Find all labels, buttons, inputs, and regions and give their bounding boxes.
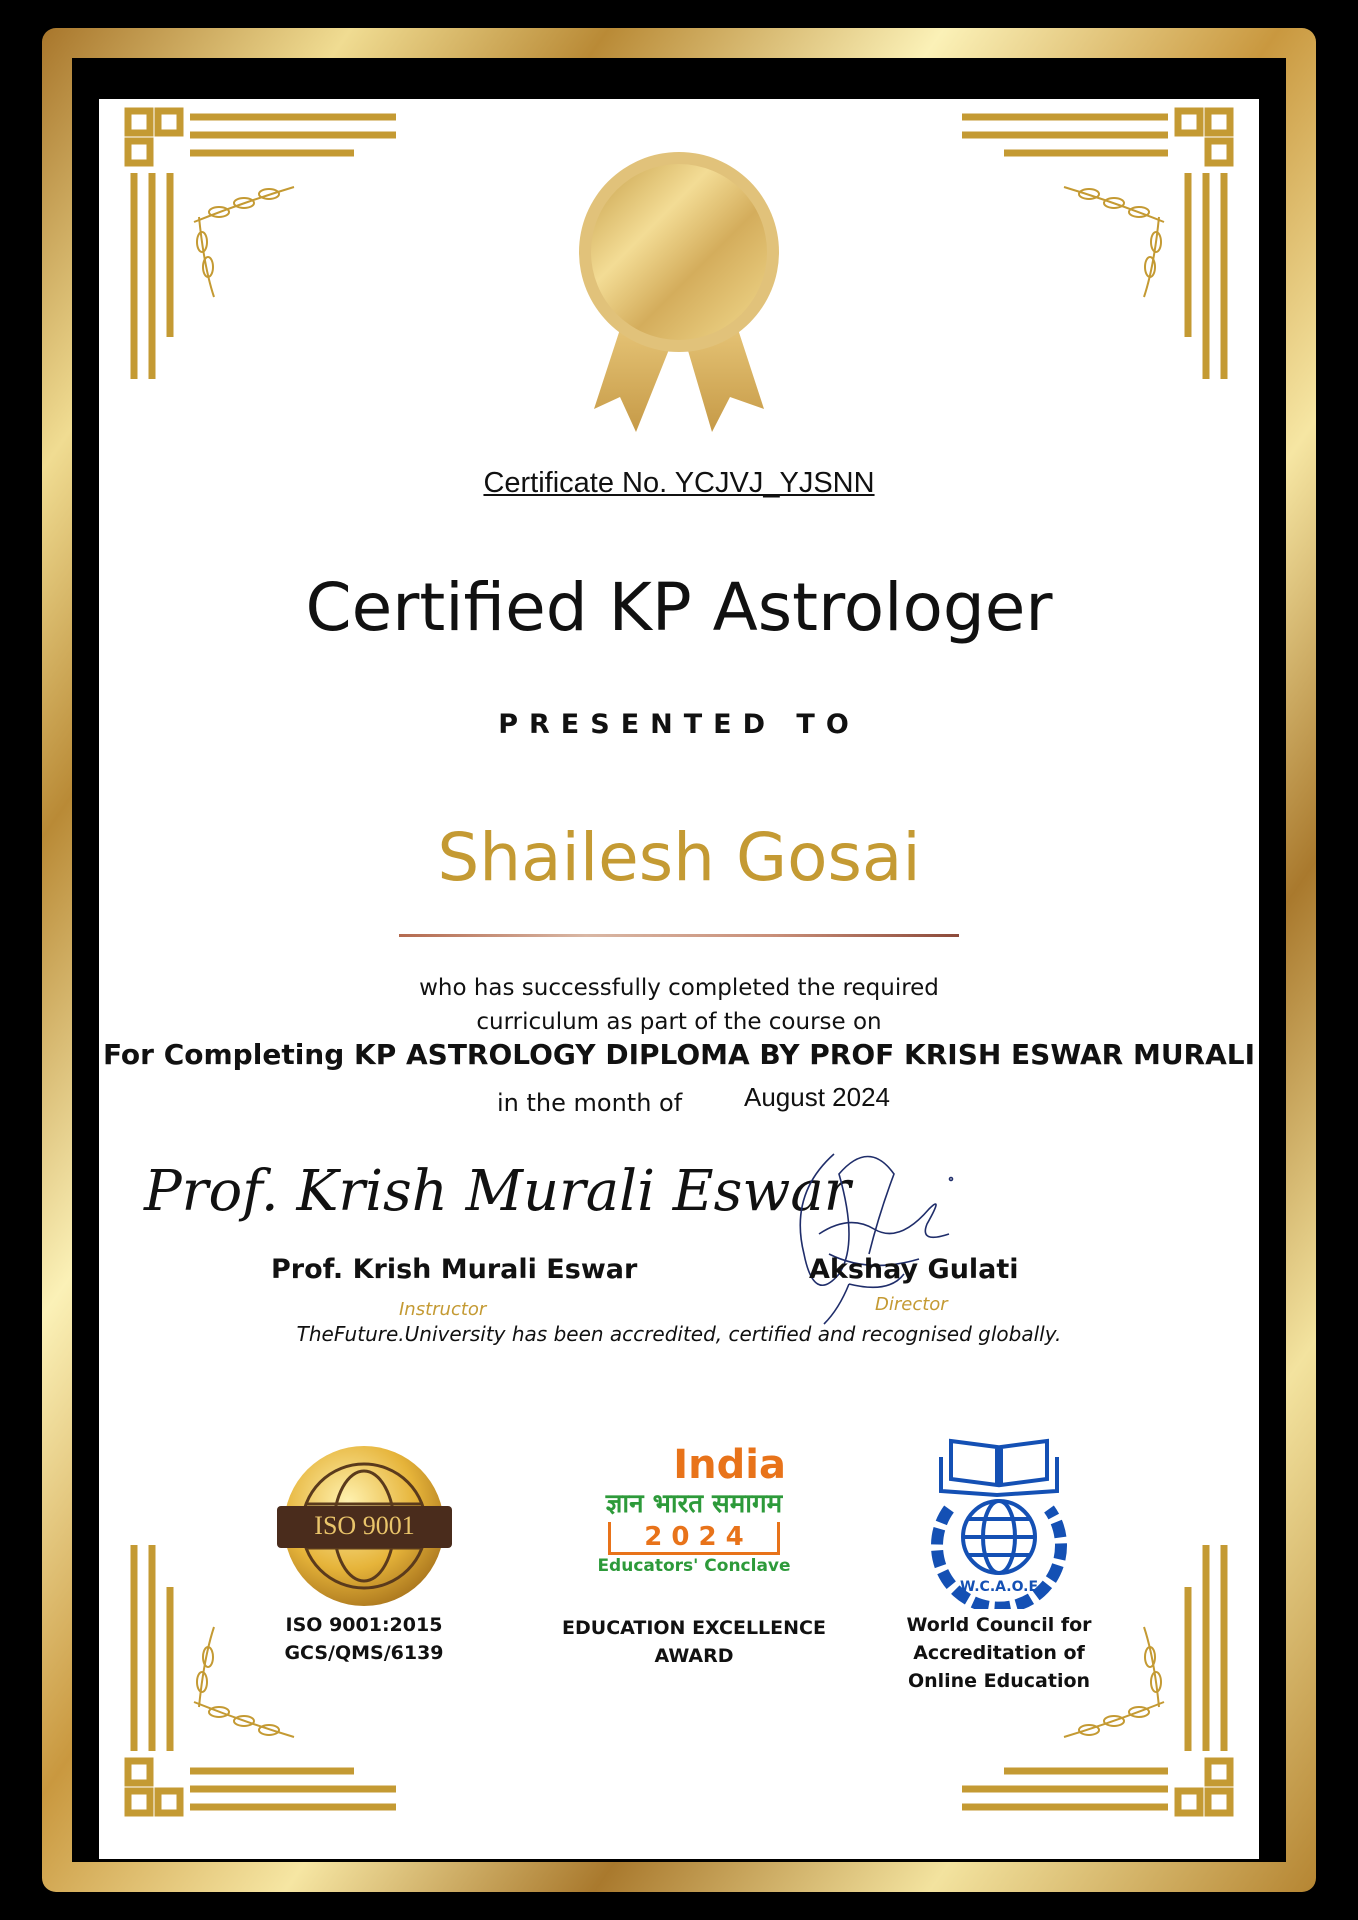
award-caption [539, 1614, 849, 1670]
wcaoe-caption [864, 1611, 1134, 1695]
certificate-paper [99, 99, 1259, 1859]
recipient-name: Shailesh Gosai [437, 819, 921, 896]
india-conclave-icon [594, 1444, 794, 1609]
corner-ornament-top-right [954, 107, 1234, 387]
india-logo-hindi: ज्ञान भारत समागम [605, 1489, 783, 1519]
description-line-2: curriculum as part of the course on [476, 1009, 882, 1035]
iso-caption-line-1: ISO 9001:2015 [285, 1614, 443, 1636]
director-role: Director [875, 1294, 948, 1315]
presented-to-label: PRESENTED TO [498, 709, 860, 740]
wcaoe-caption-line-2: Accreditation of [913, 1642, 1085, 1664]
instructor-signature: Prof. Krish Murali Eswar [144, 1159, 851, 1224]
gold-medal-icon [564, 147, 794, 437]
india-logo-year: 2 0 2 4 [608, 1522, 780, 1555]
accreditation-statement: TheFuture.University has been accredited, certified and recognised globally. [296, 1322, 1062, 1346]
description-line-1: who has successfully completed the required [419, 975, 939, 1001]
corner-ornament-top-left [124, 107, 404, 387]
instructor-name: Prof. Krish Murali Eswar [271, 1254, 638, 1285]
course-name: For Completing KP ASTROLOGY DIPLOMA BY PROF KRISH ESWAR MURALI [102, 1038, 1256, 1071]
instructor-role: Instructor [399, 1299, 487, 1320]
certificate-number: Certificate No. YCJVJ_YJSNN [483, 467, 875, 499]
month-value: August 2024 [744, 1082, 891, 1112]
iso-caption [249, 1611, 479, 1667]
director-name: Akshay Gulati [809, 1254, 1019, 1285]
wcaoe-badge-text: W.C.A.O.E [959, 1579, 1039, 1595]
india-logo-sub: Educators' Conclave [597, 1556, 791, 1576]
india-logo-text: India [673, 1442, 786, 1488]
award-caption-line-1: EDUCATION EXCELLENCE [562, 1617, 826, 1639]
wcaoe-caption-line-3: Online Education [907, 1670, 1091, 1692]
iso-caption-line-2: GCS/QMS/6139 [284, 1642, 444, 1664]
name-underline [399, 934, 959, 937]
certificate-title: Certified KP Astrologer [305, 569, 1053, 646]
description-text [99, 971, 1259, 1039]
wcaoe-caption-line-1: World Council for [906, 1614, 1092, 1636]
award-caption-line-2: AWARD [654, 1645, 734, 1667]
month-label: in the month of [497, 1089, 683, 1117]
iso-badge-text: ISO 9001 [314, 1511, 415, 1540]
